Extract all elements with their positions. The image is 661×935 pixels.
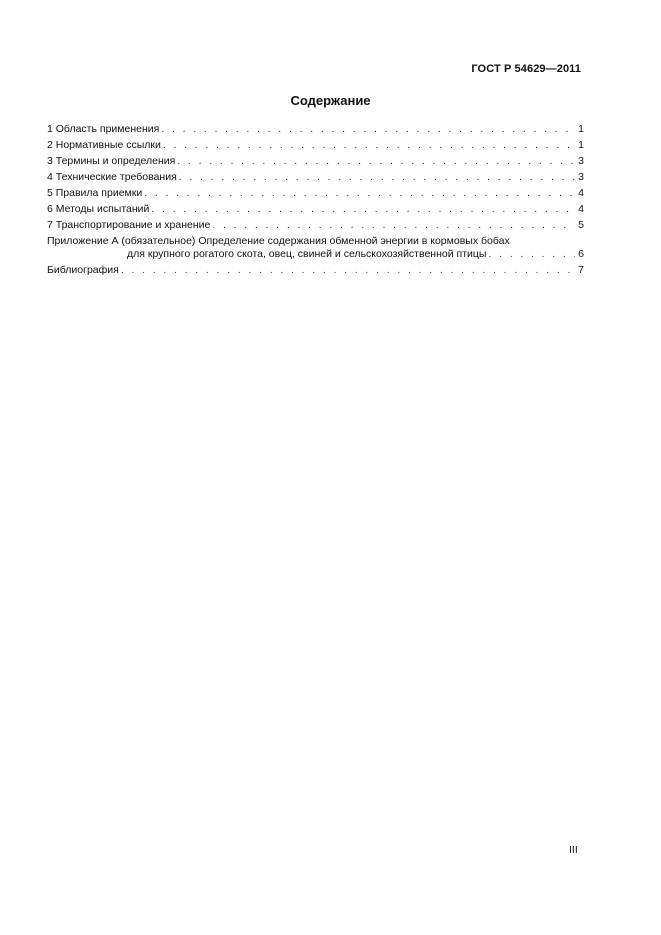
toc-entry-label: 3 Термины и определения — [47, 155, 176, 167]
toc-entry-page: 1 — [578, 123, 584, 135]
toc-entry-page: 4 — [578, 187, 584, 199]
toc-entry-label: 6 Методы испытаний — [47, 203, 150, 215]
dot-leader — [144, 185, 575, 201]
appendix-title-line1: Приложение А (обязательное) Определение содержания обменной энергии в кормовых бобах — [47, 235, 510, 247]
toc-entry-label: 4 Технические требования — [47, 171, 177, 183]
toc-entry-page: 3 — [578, 171, 584, 183]
document-code-header: ГОСТ Р 54629—2011 — [471, 63, 581, 75]
toc-entry-test-methods[interactable] — [47, 201, 584, 217]
toc-entry-label: 1 Область применения — [47, 123, 160, 135]
dot-leader — [151, 201, 575, 217]
toc-entry-label: 2 Нормативные ссылки — [47, 139, 161, 151]
toc-entry-technical-requirements[interactable] — [47, 169, 584, 185]
dot-leader — [163, 137, 575, 153]
appendix-title-line2-row — [47, 247, 584, 261]
dot-leader — [179, 169, 575, 185]
appendix-title-line2: для крупного рогатого скота, овец, свиней и сельскохозяйственной птицы — [127, 248, 487, 260]
toc-entry-transport-storage[interactable] — [47, 217, 584, 233]
toc-entry-acceptance-rules[interactable] — [47, 185, 584, 201]
toc-entry-bibliography[interactable] — [47, 262, 584, 278]
toc-entry-appendix-a[interactable] — [47, 233, 584, 261]
page-number: III — [569, 844, 578, 856]
toc-entry-page: 3 — [578, 155, 584, 167]
toc-entry-page: 1 — [578, 139, 584, 151]
toc-entry-label: 5 Правила приемки — [47, 187, 143, 199]
toc-entry-page: 7 — [578, 264, 584, 276]
toc-entry-normative-references[interactable] — [47, 137, 584, 153]
dot-leader — [488, 247, 575, 261]
table-of-contents — [47, 121, 584, 278]
toc-entry-scope[interactable] — [47, 121, 584, 137]
toc-title: Содержание — [290, 93, 371, 108]
toc-entry-page: 6 — [578, 248, 584, 260]
dot-leader — [177, 153, 575, 169]
dot-leader — [161, 121, 575, 137]
toc-entry-label: Библиография — [47, 264, 119, 276]
dot-leader — [212, 217, 575, 233]
toc-entry-page: 5 — [578, 219, 584, 231]
dot-leader — [121, 262, 575, 278]
toc-entry-page: 4 — [578, 203, 584, 215]
toc-entry-terms[interactable] — [47, 153, 584, 169]
toc-entry-label: 7 Транспортирование и хранение — [47, 219, 211, 231]
